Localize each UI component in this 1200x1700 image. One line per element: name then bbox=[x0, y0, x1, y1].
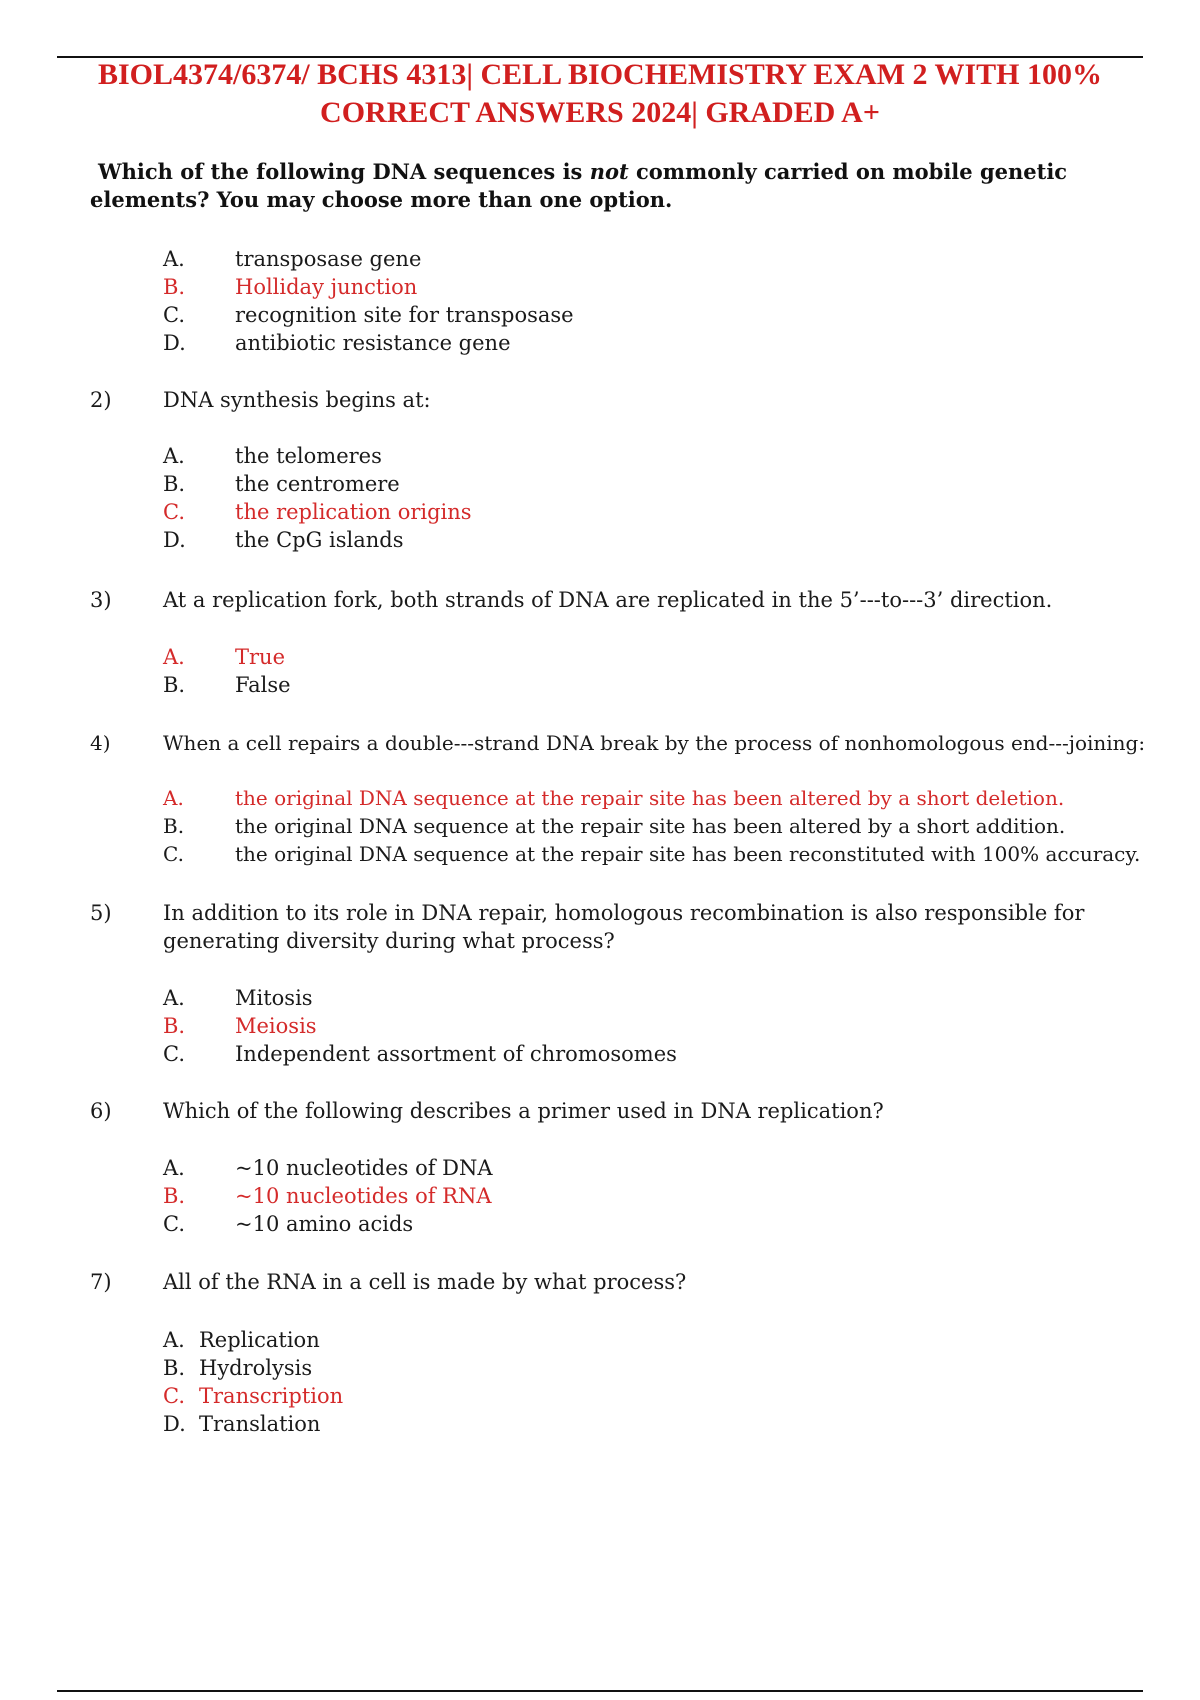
option-letter: B. bbox=[163, 472, 186, 496]
option-text: Holliday junction bbox=[235, 275, 418, 299]
option-text: transposase gene bbox=[235, 247, 422, 271]
option-letter: A. bbox=[163, 247, 185, 271]
option-text: antibiotic resistance gene bbox=[235, 331, 511, 355]
option-text: Transcription bbox=[199, 1384, 344, 1408]
question-text: When a cell repairs a double---strand DNA break by the process of nonhomologous end---joining: bbox=[163, 731, 1146, 755]
option-text: the original DNA sequence at the repair site has been altered by a short addition. bbox=[235, 814, 1066, 838]
option-text: Translation bbox=[199, 1412, 321, 1436]
title-line-2: CORRECT ANSWERS 2024| GRADED A+ bbox=[320, 96, 880, 129]
option-letter: C. bbox=[163, 500, 185, 524]
option-text: recognition site for transposase bbox=[235, 303, 574, 327]
option-letter: A. bbox=[163, 444, 185, 468]
option-letter: B. bbox=[163, 1184, 186, 1208]
option-text: ~10 amino acids bbox=[235, 1212, 414, 1236]
option-letter: A. bbox=[163, 1156, 185, 1180]
option-text: ~10 nucleotides of DNA bbox=[235, 1156, 493, 1180]
question-text: DNA synthesis begins at: bbox=[163, 388, 431, 412]
question-number: 5) bbox=[90, 901, 112, 925]
option-letter: A. bbox=[163, 645, 185, 669]
option-letter: C. bbox=[163, 1212, 185, 1236]
question-1-text bbox=[90, 158, 1170, 214]
question-1-text-part-2: commonly carried on mobile genetic elements? You may choose more than one option. bbox=[90, 159, 1068, 212]
question-number: 6) bbox=[90, 1099, 112, 1123]
option-letter: A. bbox=[163, 786, 184, 810]
option-text: the original DNA sequence at the repair site has been reconstituted with 100% accuracy. bbox=[235, 842, 1141, 866]
option-letter: A. bbox=[163, 986, 185, 1010]
option-text: Hydrolysis bbox=[199, 1356, 313, 1380]
question-number: 4) bbox=[90, 731, 111, 755]
option-letter: C. bbox=[163, 842, 184, 866]
option-letter: A. bbox=[163, 1328, 185, 1352]
option-letter: D. bbox=[163, 528, 186, 552]
option-letter: B. bbox=[163, 673, 186, 697]
option-letter: D. bbox=[163, 331, 186, 355]
option-text: the original DNA sequence at the repair site has been altered by a short deletion. bbox=[235, 786, 1065, 810]
title-line-1: BIOL4374/6374/ BCHS 4313| CELL BIOCHEMISTRY EXAM 2 WITH 100% bbox=[97, 58, 1103, 91]
option-letter: C. bbox=[163, 1042, 185, 1066]
option-text: the replication origins bbox=[235, 500, 472, 524]
question-1-text-part-1: Which of the following DNA sequences is bbox=[98, 159, 590, 184]
question-text-line-2: generating diversity during what process? bbox=[163, 929, 615, 953]
question-number: 7) bbox=[90, 1270, 112, 1294]
bottom-rule bbox=[57, 1690, 1143, 1692]
option-text: True bbox=[235, 645, 285, 669]
option-letter: C. bbox=[163, 1384, 185, 1408]
option-text: Meiosis bbox=[235, 1014, 317, 1038]
option-letter: B. bbox=[163, 1014, 186, 1038]
option-text: the CpG islands bbox=[235, 528, 404, 552]
option-text: ~10 nucleotides of RNA bbox=[235, 1184, 492, 1208]
option-letter: B. bbox=[163, 275, 186, 299]
question-text: At a replication fork, both strands of DNA are replicated in the 5’---to---3’ direction. bbox=[163, 588, 1053, 612]
question-number: 2) bbox=[90, 388, 112, 412]
option-letter: D. bbox=[163, 1412, 186, 1436]
option-letter: C. bbox=[163, 303, 185, 327]
question-text: Which of the following describes a primer used in DNA replication? bbox=[163, 1099, 884, 1123]
option-text: Replication bbox=[199, 1328, 320, 1352]
option-text: Mitosis bbox=[235, 986, 313, 1010]
option-text: False bbox=[235, 673, 291, 697]
option-text: Independent assortment of chromosomes bbox=[235, 1042, 677, 1066]
option-text: the centromere bbox=[235, 472, 400, 496]
question-text bbox=[163, 899, 1163, 955]
option-letter: B. bbox=[163, 1356, 186, 1380]
document-title bbox=[60, 56, 1140, 132]
question-number: 3) bbox=[90, 588, 112, 612]
option-letter: B. bbox=[163, 814, 185, 838]
option-text: the telomeres bbox=[235, 444, 382, 468]
question-text: All of the RNA in a cell is made by what process? bbox=[163, 1270, 687, 1294]
question-text-line-1: In addition to its role in DNA repair, homologous recombination is also responsible for bbox=[163, 901, 1085, 925]
question-1-emphasis: not bbox=[589, 159, 629, 184]
